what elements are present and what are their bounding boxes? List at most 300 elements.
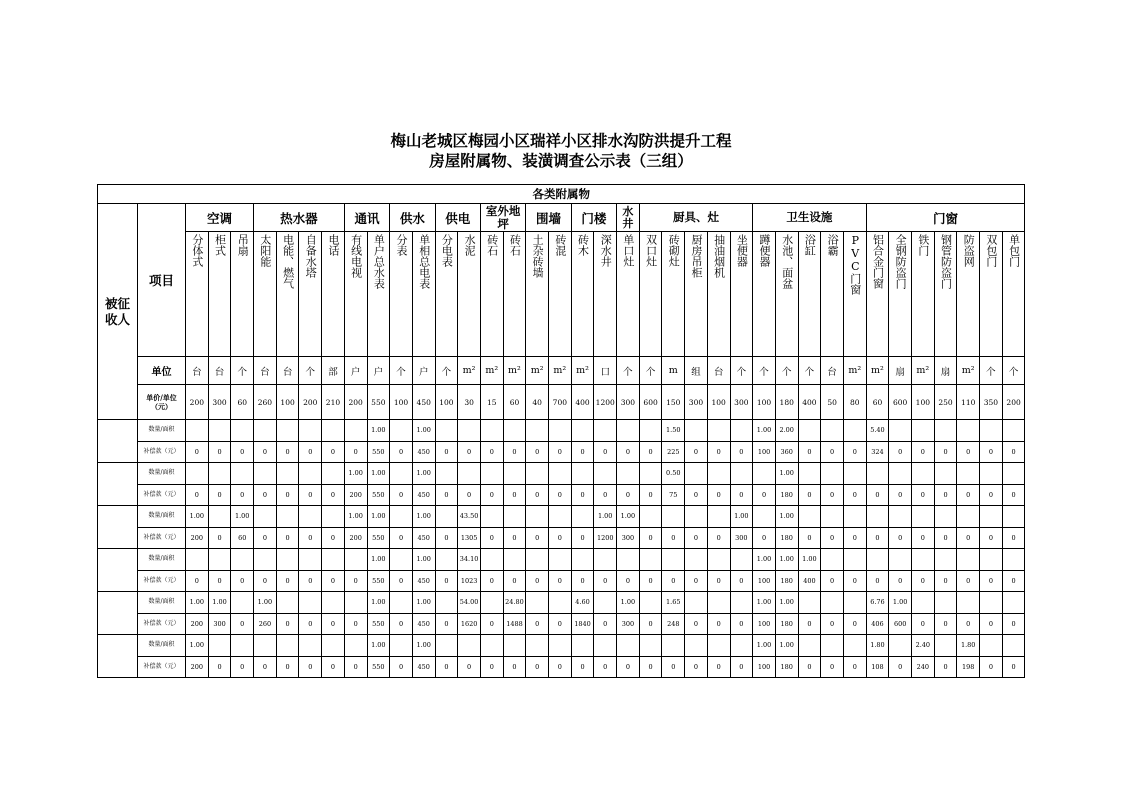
- comp-label: 补偿款（元）: [138, 527, 186, 549]
- qty-cell: [957, 506, 980, 528]
- comp-cell: 0: [435, 484, 458, 506]
- qty-cell: [1002, 592, 1025, 614]
- group-header: 门楼: [571, 204, 616, 232]
- qty-cell: [549, 592, 572, 614]
- qty-cell: [299, 549, 322, 571]
- qty-cell: [889, 635, 912, 657]
- qty-cell: [980, 592, 1003, 614]
- qty-cell: [526, 635, 549, 657]
- qty-cell: [186, 463, 209, 485]
- comp-cell: 0: [889, 570, 912, 592]
- item-label: 土杂砖墙: [531, 234, 545, 278]
- comp-cell: 400: [798, 570, 821, 592]
- comp-cell: 0: [707, 527, 730, 549]
- unit-cell: 台: [186, 357, 209, 385]
- item-label: 砖石: [508, 234, 522, 256]
- comp-cell: 0: [685, 656, 708, 678]
- qty-cell: [912, 549, 935, 571]
- comp-cell: 0: [186, 484, 209, 506]
- qty-cell: [231, 549, 254, 571]
- qty-cell: [798, 463, 821, 485]
- comp-cell: 300: [617, 527, 640, 549]
- qty-cell: [458, 463, 481, 485]
- comp-cell: 0: [390, 527, 413, 549]
- comp-cell: 0: [503, 441, 526, 463]
- comp-cell: 248: [662, 613, 685, 635]
- owner-cell: [98, 635, 138, 678]
- comp-cell: 600: [889, 613, 912, 635]
- comp-cell: 0: [843, 527, 866, 549]
- unit-cell: 个: [435, 357, 458, 385]
- comp-cell: 450: [412, 613, 435, 635]
- price-cell: 100: [912, 385, 935, 420]
- group-header-row: [98, 204, 1025, 232]
- comp-cell: 0: [299, 570, 322, 592]
- unit-cell: 台: [707, 357, 730, 385]
- price-label: 单价/单位（元）: [138, 385, 186, 420]
- comp-cell: 0: [957, 613, 980, 635]
- item-label: 砖木: [576, 234, 590, 256]
- comp-cell: 0: [934, 613, 957, 635]
- comp-cell: 0: [980, 613, 1003, 635]
- item-label: 水池、面盆: [780, 234, 794, 289]
- qty-cell: [435, 635, 458, 657]
- comp-cell: 225: [662, 441, 685, 463]
- qty-cell: [707, 463, 730, 485]
- price-cell: 1200: [594, 385, 617, 420]
- item-header: [231, 232, 254, 357]
- qty-cell: [480, 463, 503, 485]
- item-label: 坐便器: [735, 234, 749, 267]
- comp-cell: 0: [912, 527, 935, 549]
- comp-cell: 0: [980, 656, 1003, 678]
- qty-cell: [390, 635, 413, 657]
- comp-cell: 0: [344, 570, 367, 592]
- comp-cell: 0: [912, 613, 935, 635]
- unit-cell: 个: [798, 357, 821, 385]
- item-header-text-wrap: [912, 232, 934, 356]
- qty-cell: [707, 420, 730, 442]
- qty-cell: [299, 635, 322, 657]
- comp-cell: 0: [458, 656, 481, 678]
- group-header: 室外地坪: [480, 204, 525, 232]
- qty-cell: 2.40: [912, 635, 935, 657]
- qty-cell: [276, 549, 299, 571]
- qty-cell: [435, 463, 458, 485]
- qty-cell: [503, 635, 526, 657]
- price-cell: 60: [503, 385, 526, 420]
- unit-cell: m²: [526, 357, 549, 385]
- qty-cell: [912, 506, 935, 528]
- price-cell: 700: [549, 385, 572, 420]
- item-header: [412, 232, 435, 357]
- unit-cell: m²: [957, 357, 980, 385]
- qty-cell: 1.00: [798, 549, 821, 571]
- qty-cell: 6.76: [866, 592, 889, 614]
- comp-cell: 0: [254, 656, 277, 678]
- comp-cell: 0: [957, 484, 980, 506]
- item-header-text-wrap: [549, 232, 571, 356]
- price-cell: 600: [639, 385, 662, 420]
- item-label: 铁门: [916, 234, 930, 256]
- comp-cell: 300: [617, 613, 640, 635]
- qty-cell: [707, 549, 730, 571]
- comp-cell: 0: [617, 441, 640, 463]
- unit-cell: m²: [458, 357, 481, 385]
- qty-cell: [435, 420, 458, 442]
- comp-cell: 0: [571, 484, 594, 506]
- comp-cell: 0: [866, 484, 889, 506]
- comp-cell: 0: [912, 441, 935, 463]
- price-cell: 200: [1002, 385, 1025, 420]
- comp-cell: 0: [843, 570, 866, 592]
- price-cell: 100: [753, 385, 776, 420]
- comp-cell: 0: [934, 570, 957, 592]
- comp-cell: 0: [571, 441, 594, 463]
- comp-cell: 0: [231, 613, 254, 635]
- comp-cell: 1200: [594, 527, 617, 549]
- comp-cell: 0: [957, 527, 980, 549]
- qty-cell: 34.10: [458, 549, 481, 571]
- price-cell: 200: [299, 385, 322, 420]
- qty-cell: 1.65: [662, 592, 685, 614]
- comp-cell: 0: [821, 527, 844, 549]
- unit-cell: m²: [571, 357, 594, 385]
- comp-cell: 180: [775, 656, 798, 678]
- caption-row: [98, 185, 1025, 204]
- unit-cell: m²: [843, 357, 866, 385]
- comp-cell: 0: [639, 613, 662, 635]
- item-header: [798, 232, 821, 357]
- record-qty-row: [98, 592, 1025, 614]
- qty-cell: [980, 506, 1003, 528]
- comp-cell: 0: [390, 656, 413, 678]
- comp-cell: 0: [866, 570, 889, 592]
- item-header: [186, 232, 209, 357]
- item-header-text-wrap: [617, 232, 639, 356]
- qty-cell: 5.40: [866, 420, 889, 442]
- item-header-text-wrap: [504, 232, 526, 356]
- qty-cell: 1.00: [775, 592, 798, 614]
- qty-cell: [526, 463, 549, 485]
- item-label: 有线电视: [349, 234, 363, 278]
- comp-cell: 60: [231, 527, 254, 549]
- price-cell: 15: [480, 385, 503, 420]
- qty-cell: 43.50: [458, 506, 481, 528]
- item-header: [980, 232, 1003, 357]
- comp-cell: 0: [1002, 527, 1025, 549]
- qty-cell: [254, 506, 277, 528]
- qty-cell: [276, 463, 299, 485]
- comp-cell: 1620: [458, 613, 481, 635]
- qty-cell: [594, 635, 617, 657]
- qty-cell: [526, 592, 549, 614]
- comp-cell: 0: [798, 441, 821, 463]
- comp-cell: 0: [503, 484, 526, 506]
- comp-cell: 180: [775, 484, 798, 506]
- qty-cell: 1.00: [344, 506, 367, 528]
- comp-cell: 450: [412, 570, 435, 592]
- qty-cell: 1.00: [412, 549, 435, 571]
- qty-cell: [685, 592, 708, 614]
- comp-cell: 0: [821, 441, 844, 463]
- qty-cell: [980, 463, 1003, 485]
- record-qty-row: [98, 506, 1025, 528]
- group-header: 围墙: [526, 204, 571, 232]
- comp-cell: 0: [503, 570, 526, 592]
- comp-cell: 0: [480, 527, 503, 549]
- qty-cell: [1002, 549, 1025, 571]
- comp-cell: 550: [367, 656, 390, 678]
- qty-cell: [957, 549, 980, 571]
- price-cell: 300: [208, 385, 231, 420]
- unit-cell: 部: [322, 357, 345, 385]
- item-header: [390, 232, 413, 357]
- unit-cell: m²: [866, 357, 889, 385]
- price-cell: 250: [934, 385, 957, 420]
- qty-cell: [912, 592, 935, 614]
- unit-cell: m²: [503, 357, 526, 385]
- qty-cell: [934, 463, 957, 485]
- comp-cell: 180: [775, 613, 798, 635]
- item-header-text-wrap: [957, 232, 979, 356]
- comp-cell: 180: [775, 527, 798, 549]
- comp-cell: 0: [639, 656, 662, 678]
- title-line-2: 房屋附属物、装潢调查公示表（三组）: [429, 151, 693, 170]
- qty-cell: [1002, 506, 1025, 528]
- unit-cell: 户: [344, 357, 367, 385]
- record-qty-row: [98, 549, 1025, 571]
- comp-cell: 0: [798, 656, 821, 678]
- item-header-text-wrap: [481, 232, 503, 356]
- item-label: 分体式: [190, 234, 204, 267]
- comp-cell: 550: [367, 527, 390, 549]
- qty-cell: 1.00: [254, 592, 277, 614]
- comp-cell: 0: [980, 484, 1003, 506]
- price-cell: 80: [843, 385, 866, 420]
- comp-cell: 0: [798, 484, 821, 506]
- comp-cell: 260: [254, 613, 277, 635]
- unit-cell: 户: [412, 357, 435, 385]
- unit-cell: 台: [208, 357, 231, 385]
- qty-cell: 1.00: [344, 463, 367, 485]
- item-header-text-wrap: [186, 232, 208, 356]
- record-qty-row: [98, 463, 1025, 485]
- qty-cell: [980, 635, 1003, 657]
- comp-cell: 0: [549, 441, 572, 463]
- qty-cell: [730, 420, 753, 442]
- comp-cell: 0: [639, 527, 662, 549]
- comp-cell: 0: [1002, 613, 1025, 635]
- qty-cell: [821, 549, 844, 571]
- item-label: PVC门窗: [848, 234, 862, 295]
- item-label: 单口灶: [621, 234, 635, 267]
- qty-cell: [276, 592, 299, 614]
- comp-cell: 0: [571, 570, 594, 592]
- comp-cell: 1023: [458, 570, 481, 592]
- comp-cell: 0: [980, 441, 1003, 463]
- qty-cell: [753, 463, 776, 485]
- qty-cell: [208, 635, 231, 657]
- row-header-owner: 被征收人: [98, 204, 138, 420]
- qty-cell: [843, 635, 866, 657]
- comp-cell: 0: [276, 656, 299, 678]
- comp-cell: 0: [889, 484, 912, 506]
- record-comp-row: [98, 484, 1025, 506]
- qty-cell: 1.00: [775, 549, 798, 571]
- qty-cell: [208, 463, 231, 485]
- qty-cell: [231, 635, 254, 657]
- item-label: 厨房吊柜: [689, 234, 703, 278]
- item-label: 砖砌灶: [667, 234, 681, 267]
- qty-cell: 1.00: [753, 420, 776, 442]
- comp-cell: 0: [526, 570, 549, 592]
- qty-cell: [571, 420, 594, 442]
- qty-cell: [344, 592, 367, 614]
- item-header: [639, 232, 662, 357]
- qty-cell: [639, 635, 662, 657]
- qty-cell: [912, 420, 935, 442]
- unit-label: 单位: [138, 357, 186, 385]
- qty-cell: 1.00: [186, 592, 209, 614]
- qty-cell: [594, 420, 617, 442]
- comp-cell: 200: [344, 484, 367, 506]
- item-header-text-wrap: [685, 232, 707, 356]
- comp-cell: 360: [775, 441, 798, 463]
- comp-cell: 0: [980, 570, 1003, 592]
- unit-cell: 个: [231, 357, 254, 385]
- qty-cell: 1.00: [617, 592, 640, 614]
- qty-cell: [435, 592, 458, 614]
- comp-cell: 0: [685, 484, 708, 506]
- qty-cell: [322, 549, 345, 571]
- qty-cell: [480, 506, 503, 528]
- item-header: [753, 232, 776, 357]
- qty-label: 数量/面积: [138, 463, 186, 485]
- comp-cell: 0: [662, 570, 685, 592]
- price-cell: 100: [276, 385, 299, 420]
- qty-cell: [821, 635, 844, 657]
- unit-cell: 口: [594, 357, 617, 385]
- qty-cell: [594, 463, 617, 485]
- qty-cell: 1.00: [367, 506, 390, 528]
- comp-cell: 0: [435, 613, 458, 635]
- qty-cell: [821, 463, 844, 485]
- item-header: [549, 232, 572, 357]
- qty-cell: [390, 549, 413, 571]
- qty-cell: [435, 549, 458, 571]
- item-header-text-wrap: [1003, 232, 1025, 356]
- qty-cell: 1.00: [231, 506, 254, 528]
- qty-cell: [889, 463, 912, 485]
- comp-cell: 0: [594, 570, 617, 592]
- comp-cell: 0: [934, 527, 957, 549]
- comp-cell: 0: [503, 656, 526, 678]
- item-header: [254, 232, 277, 357]
- comp-cell: 0: [458, 484, 481, 506]
- comp-cell: 240: [912, 656, 935, 678]
- comp-cell: 450: [412, 527, 435, 549]
- item-label: 单包门: [1007, 234, 1021, 267]
- qty-cell: 54.00: [458, 592, 481, 614]
- qty-cell: [934, 420, 957, 442]
- item-header-text-wrap: [935, 232, 957, 356]
- qty-cell: [707, 635, 730, 657]
- unit-cell: m: [662, 357, 685, 385]
- comp-cell: 0: [594, 613, 617, 635]
- qty-cell: 4.60: [571, 592, 594, 614]
- item-label: 单户总水表: [372, 234, 386, 289]
- qty-cell: 1.00: [775, 463, 798, 485]
- comp-cell: 0: [639, 441, 662, 463]
- qty-cell: [254, 420, 277, 442]
- qty-cell: [934, 549, 957, 571]
- row-header-item: 项目: [138, 204, 186, 357]
- group-header: 门窗: [866, 204, 1025, 232]
- comp-cell: 0: [435, 570, 458, 592]
- comp-cell: 0: [821, 656, 844, 678]
- qty-cell: [821, 592, 844, 614]
- comp-cell: 0: [435, 656, 458, 678]
- comp-cell: 0: [299, 441, 322, 463]
- qty-cell: 1.00: [775, 506, 798, 528]
- price-cell: 110: [957, 385, 980, 420]
- qty-cell: [526, 506, 549, 528]
- comp-cell: 0: [526, 656, 549, 678]
- qty-cell: [617, 549, 640, 571]
- comp-label: 补偿款（元）: [138, 656, 186, 678]
- item-label: 水泥: [463, 234, 477, 256]
- comp-cell: 0: [344, 613, 367, 635]
- qty-cell: [322, 635, 345, 657]
- item-header-text-wrap: [640, 232, 662, 356]
- comp-cell: 0: [1002, 656, 1025, 678]
- item-header: [730, 232, 753, 357]
- comp-cell: 0: [526, 527, 549, 549]
- qty-cell: [730, 549, 753, 571]
- comp-label: 补偿款（元）: [138, 570, 186, 592]
- unit-cell: 个: [1002, 357, 1025, 385]
- qty-cell: [957, 463, 980, 485]
- record-comp-row: [98, 613, 1025, 635]
- comp-cell: 0: [480, 441, 503, 463]
- item-header-text-wrap: [821, 232, 843, 356]
- qty-cell: [639, 592, 662, 614]
- qty-cell: [821, 420, 844, 442]
- qty-cell: [934, 506, 957, 528]
- item-header: [503, 232, 526, 357]
- comp-cell: 0: [707, 570, 730, 592]
- group-header: 空调: [186, 204, 254, 232]
- comp-cell: 0: [344, 656, 367, 678]
- price-cell: 40: [526, 385, 549, 420]
- comp-cell: 0: [1002, 570, 1025, 592]
- unit-cell: 扇: [934, 357, 957, 385]
- comp-cell: 0: [980, 527, 1003, 549]
- item-header: [662, 232, 685, 357]
- owner-cell: [98, 549, 138, 592]
- comp-cell: 0: [1002, 484, 1025, 506]
- comp-cell: 0: [798, 527, 821, 549]
- qty-cell: 1.00: [412, 420, 435, 442]
- qty-cell: [685, 420, 708, 442]
- qty-cell: [208, 420, 231, 442]
- qty-cell: [617, 420, 640, 442]
- item-label: 电话: [326, 234, 340, 256]
- price-cell: 260: [254, 385, 277, 420]
- price-cell: 300: [617, 385, 640, 420]
- comp-cell: 0: [594, 656, 617, 678]
